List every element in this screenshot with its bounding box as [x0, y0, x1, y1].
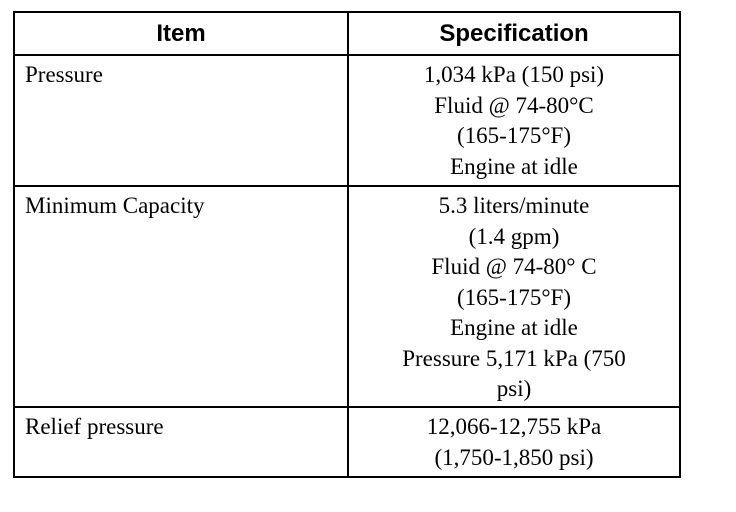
- spec-line: Pressure 5,171 kPa (750: [402, 345, 626, 371]
- specification-cell: [348, 55, 680, 186]
- spec-line: (1,750-1,850 psi): [434, 444, 594, 470]
- item-cell: Relief pressure: [14, 407, 348, 477]
- spec-line: (165-175°F): [457, 284, 571, 310]
- item-cell: Pressure: [14, 55, 348, 186]
- spec-line: (165-175°F): [457, 123, 571, 148]
- spec-line: 1,034 kPa (150 psi): [423, 62, 605, 87]
- spec-line: Fluid @ 74-80°C: [434, 92, 594, 118]
- spec-line: 12,066-12,755 kPa: [426, 414, 602, 439]
- specification-table: [13, 11, 681, 478]
- table-row: [14, 186, 680, 407]
- spec-line: Fluid @ 74-80° C: [431, 254, 597, 279]
- specification-cell: [348, 186, 680, 407]
- specification-cell: [348, 407, 680, 477]
- spec-line: Engine at idle: [450, 153, 578, 179]
- spec-line: 5.3 liters/minute: [438, 193, 590, 218]
- column-header-specification: Specification: [348, 12, 680, 55]
- table-row: [14, 55, 680, 186]
- spec-line: Engine at idle: [450, 315, 578, 340]
- table-row: [14, 407, 680, 477]
- column-header-item: Item: [14, 12, 348, 55]
- spec-line: psi): [496, 376, 532, 401]
- header-row: [14, 12, 680, 55]
- item-cell: Minimum Capacity: [14, 186, 348, 407]
- spec-line: (1.4 gpm): [468, 223, 560, 249]
